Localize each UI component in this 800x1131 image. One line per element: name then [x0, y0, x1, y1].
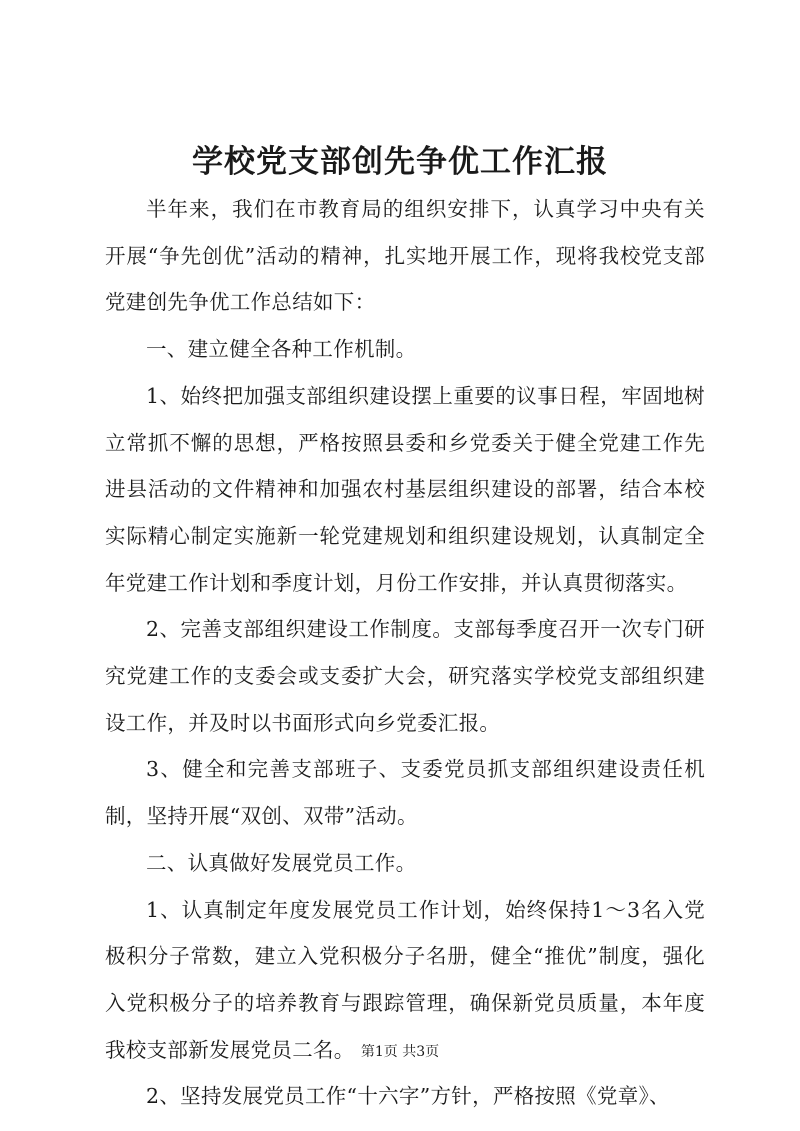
paragraph-intro: 半年来，我们在市教育局的组织安排下，认真学习中央有关开展“争先创优”活动的精神，扎实地开展工作，现将我校党支部党建创先争优工作总结如下：	[105, 197, 705, 315]
document-title: 学校党支部创先争优工作汇报	[192, 144, 608, 180]
section-heading-1: 一、建立健全各种工作机制。	[146, 337, 417, 362]
document-body	[105, 186, 705, 1120]
page-number-footer: 第1页 共3页	[360, 1044, 440, 1060]
paragraph-1-2: 2、完善支部组织建设工作制度。支部每季度召开一次专门研究党建工作的支委会或支委扩大会，研究落实学校党支部组织建设工作，并及时以书面形式向乡党委汇报。	[105, 617, 705, 735]
section-heading-2: 二、认真做好发展党员工作。	[146, 850, 417, 875]
paragraph-2-2: 2、坚持发展党员工作“十六字”方针，严格按照《党章》、	[146, 1084, 670, 1109]
paragraph-2-1: 1、认真制定年度发展党员工作计划，始终保持1～3名入党极积分子常数，建立入党积极分子名册，健全“推优”制度，强化入党积极分子的培养教育与跟踪管理，确保新党员质量，本年度我校支部新发展党员二名。	[105, 897, 705, 1062]
paragraph-1-1: 1、始终把加强支部组织建设摆上重要的议事日程，牢固地树立常抓不懈的思想，严格按照县委和乡党委关于健全党建工作先进县活动的文件精神和加强农村基层组织建设的部署，结合本校实际精心制定实施新一轮党建规划和组织建设规划，认真制定全年党建工作计划和季度计划，月份工作安排，并认真贯彻落实。	[105, 383, 705, 595]
paragraph-1-3: 3、健全和完善支部班子、支委党员抓支部组织建设责任机制，坚持开展“双创、双带”活动。	[105, 757, 705, 829]
